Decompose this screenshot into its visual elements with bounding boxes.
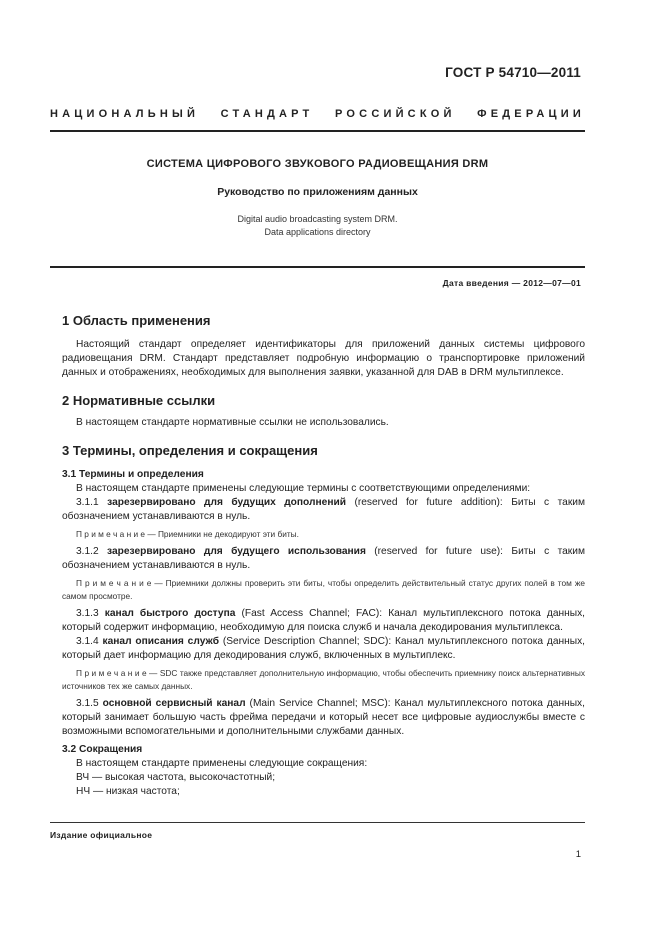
note-3 <box>62 667 585 693</box>
term-3-1-4 <box>62 635 585 663</box>
section-2-text: В настоящем стандарте нормативные ссылки не использовались. <box>76 417 389 428</box>
term-name: канал быстрого доступа <box>104 608 236 619</box>
note-label: П р и м е ч а н и е — <box>76 668 158 678</box>
page-number: 1 <box>575 849 581 860</box>
note-text: SDC также представляет дополнительную информацию, чтобы обеспечить приемнику поиск альтернативных источников тех же самых данных. <box>62 668 585 691</box>
abbreviation-1: ВЧ — высокая частота, высокочастотный; <box>76 772 276 783</box>
subsection-3-1-intro: В настоящем стандарте применены следующие термины с соответствующими определениями: <box>76 483 531 494</box>
term-number: 3.1.4 <box>76 636 99 647</box>
english-title-line-2: Data applications directory <box>264 227 371 237</box>
note-1 <box>62 528 585 541</box>
standard-title: СИСТЕМА ЦИФРОВОГО ЗВУКОВОГО РАДИОВЕЩАНИЯ DRM <box>146 158 489 170</box>
term-name: зарезервировано для будущего использования <box>107 546 366 557</box>
introduction-date: Дата введения — 2012—07—01 <box>442 278 581 288</box>
note-label: П р и м е ч а н и е — <box>76 529 156 539</box>
national-standard-banner: НАЦИОНАЛЬНЫЙ СТАНДАРТ РОССИЙСКОЙ ФЕДЕРАЦИИ <box>50 108 585 120</box>
official-edition-label: Издание официальное <box>50 830 153 840</box>
term-name: зарезервировано для будущих дополнений <box>107 497 346 508</box>
subsection-3-2-heading: 3.2 Сокращения <box>62 744 143 755</box>
term-name: канал описания служб <box>102 636 219 647</box>
term-definition: (Main Service Channel; MSC): Канал мультиплексного потока данных, который занимает большую часть фрейма передачи и который несет все цифровые аудиослужбы вместе с возможными вспомогательными и дополнительными службами данных. <box>62 698 585 737</box>
term-3-1-1 <box>62 496 585 524</box>
term-number: 3.1.3 <box>76 608 99 619</box>
term-name: основной сервисный канал <box>102 698 246 709</box>
note-2 <box>62 577 585 603</box>
term-3-1-5 <box>62 697 585 739</box>
english-title-line-1: Digital audio broadcasting system DRM. <box>237 214 398 224</box>
document-body <box>62 310 585 799</box>
section-1-text: Настоящий стандарт определяет идентификаторы для приложений данных системы цифрового радиовещания DRM. Стандарт представляет подробную информацию о транспортировке приложений данных и отображениях, необходимых для выполнения заявки, указанной для DAB в DRM мультиплексе. <box>62 339 585 378</box>
title-rule <box>50 266 585 268</box>
term-3-1-2 <box>62 545 585 573</box>
term-number: 3.1.1 <box>76 497 99 508</box>
term-number: 3.1.5 <box>76 698 99 709</box>
document-number: ГОСТ Р 54710—2011 <box>445 65 581 80</box>
section-2-heading: 2 Нормативные ссылки <box>62 393 216 408</box>
term-3-1-3 <box>62 607 585 635</box>
term-definition: (reserved for future addition): Биты с таким обозначением устанавливаются в нуль. <box>62 497 585 522</box>
term-definition: (Fast Access Channel; FAC): Канал мультиплексного потока данных, который содержит информацию, необходимую для поиска служб и начала декодирования мультиплекса. <box>62 608 585 633</box>
term-definition: (reserved for future use): Биты с таким обозначением устанавливаются в нуль. <box>62 546 585 571</box>
term-definition: (Service Description Channel; SDC): Канал мультиплексного потока данных, который дает информацию для декодирования служб, включенных в мультиплекс. <box>62 636 585 661</box>
note-text: Приемники должны проверить эти биты, чтобы определить действительный статус других полей в том же самом просмотре. <box>62 578 585 601</box>
footer-rule <box>50 822 585 823</box>
note-text: Приемники не декодируют эти биты. <box>157 529 299 539</box>
abbreviation-2: НЧ — низкая частота; <box>76 786 180 797</box>
standard-subtitle: Руководство по приложениям данных <box>217 186 418 198</box>
english-title <box>50 213 585 239</box>
note-label: П р и м е ч а н и е — <box>76 578 163 588</box>
section-1-heading: 1 Область применения <box>62 313 211 328</box>
subsection-3-1-heading: 3.1 Термины и определения <box>62 469 204 480</box>
term-number: 3.1.2 <box>76 546 99 557</box>
subsection-3-2-intro: В настоящем стандарте применены следующие сокращения: <box>76 758 368 769</box>
header-rule <box>50 130 585 132</box>
section-3-heading: 3 Термины, определения и сокращения <box>62 443 318 458</box>
